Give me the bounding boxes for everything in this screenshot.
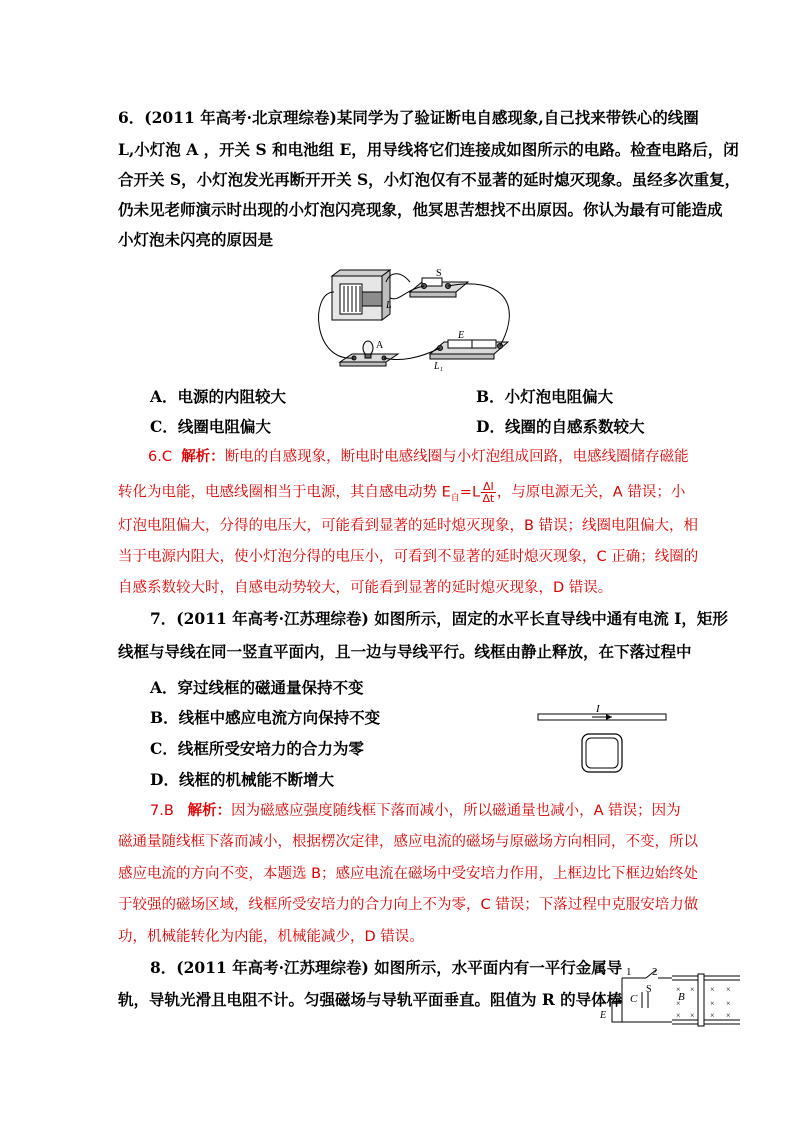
source-label-e: E	[600, 1010, 607, 1021]
q7-option-b[interactable]: B．线框中感应电流方向保持不变	[150, 708, 381, 727]
q6-analysis-line-2	[118, 481, 685, 508]
rectangular-frame-inner	[586, 738, 618, 768]
battery-label-l1: L₁	[434, 361, 444, 372]
q6-option-d[interactable]: D．线圈的自感系数较大	[476, 417, 645, 436]
switch-label-s: S	[646, 984, 652, 995]
svg-text:×: ×	[676, 1011, 681, 1020]
switch-terminal-2: 2	[652, 966, 658, 978]
switch-terminal-1: 1	[626, 966, 632, 978]
q6-analysis-text-2a: 转化为电能，电感线圈相当于电源，其自感电动势 E	[118, 484, 451, 501]
lamp-label-a: A	[376, 340, 384, 351]
q6-analysis-text-1: 断电的自感现象，断电时电感线圈与小灯泡组成回路，电感线圈储存磁能	[224, 449, 689, 465]
q7-option-d[interactable]: D．线框的机械能不断增大	[150, 770, 334, 789]
q6-answer-tag: 6.C	[148, 449, 172, 465]
fraction-denominator: Δt	[482, 492, 495, 505]
q8-rail-circuit-figure	[592, 962, 742, 1032]
q7-line-1: 7．(2011 年高考·江苏理综卷) 如图所示，固定的水平长直导线中通有电流 I，矩形	[150, 609, 728, 628]
lamp-board	[340, 341, 398, 366]
q6-option-a[interactable]: A．电源的内阻较大	[150, 387, 287, 406]
battery-label-e: E	[458, 330, 465, 341]
q7-analysis-line-2: 磁通量随线框下落而减小，根据楞次定律，感应电流的磁场与原磁场方向相同，不变，所以	[118, 834, 698, 850]
rectangular-frame-outer	[582, 734, 622, 772]
q6-analysis-fraction	[481, 481, 496, 504]
q7-analysis-line-3: 感应电流的方向不变，本题选 B；感应电流在磁场中受安培力作用，上框边比下框边始终处	[118, 866, 699, 882]
q7-wire-frame-figure	[536, 700, 670, 776]
svg-text:×: ×	[690, 985, 695, 994]
svg-text:×: ×	[710, 999, 715, 1008]
coil-label-l: L	[386, 300, 392, 311]
q6-circuit-figure	[300, 262, 530, 380]
current-label-i: I	[596, 703, 600, 715]
svg-text:×: ×	[726, 999, 731, 1008]
capacitor-label-c: C	[630, 993, 638, 1005]
q6-line-1: 6．(2011 年高考·北京理综卷)某同学为了验证断电自感现象,自己找来带铁心的线圈	[118, 108, 699, 127]
q6-analysis-line-1	[148, 447, 689, 467]
switch-label-s: S	[436, 268, 442, 279]
q8-line-1: 8．(2011 年高考·江苏理综卷) 如图所示，水平面内有一平行金属导	[150, 958, 623, 977]
q6-line-4: 仍未见老师演示时出现的小灯泡闪亮现象，他冥思苦想找不出原因。你认为最有可能造成	[118, 200, 723, 219]
q6-analysis-sub: 自	[450, 493, 460, 504]
q7-option-c[interactable]: C．线框所受安培力的合力为零	[150, 739, 364, 758]
q7-line-2: 线框与导线在同一竖直平面内，且一边与导线平行。线框由静止释放，在下落过程中	[118, 642, 692, 661]
q6-analysis-text-2b: ，与原电源无关，A 错误；小	[496, 484, 686, 501]
svg-text:×: ×	[710, 985, 715, 994]
q6-analysis-line-3: 灯泡电阻偏大，分得的电压大，可能看到显著的延时熄灭现象，B 错误；线圈电阻偏大，相	[118, 518, 699, 534]
q6-option-b[interactable]: B．小灯泡电阻偏大	[476, 387, 614, 406]
q7-analysis-line-5: 功，机械能转化为内能，机械能减少，D 错误。	[118, 929, 424, 945]
q7-analysis-text-1: 因为磁感应强度随线框下落而减小，所以磁通量也减小，A 错误；因为	[231, 803, 681, 819]
q7-option-a[interactable]: A．穿过线框的磁通量保持不变	[150, 678, 364, 697]
q6-line-3: 合开关 S，小灯泡发光再断开开关 S，小灯泡仅有不显著的延时熄灭现象。虽经多次重复，	[118, 170, 741, 189]
q6-option-c[interactable]: C．线圈电阻偏大	[150, 417, 271, 436]
q6-analysis-line-4: 当于电源内阻大，使小灯泡分得的电压小，可看到不显著的延时熄灭现象，C 正确；线圈的	[118, 549, 699, 565]
q7-analysis-label: 解析：	[187, 803, 232, 819]
q7-analysis-line-1	[150, 801, 681, 821]
field-label-b: B	[678, 991, 685, 1003]
q6-line-5: 小灯泡未闪亮的原因是	[118, 230, 274, 249]
svg-text:×: ×	[690, 1011, 695, 1020]
fraction-numerator: ΔI	[483, 480, 494, 493]
q6-analysis-line-5: 自感系数较大时，自感电动势较大，可能看到显著的延时熄灭现象，D 错误。	[118, 580, 613, 596]
battery-board	[430, 340, 508, 359]
q8-line-2: 轨，导轨光滑且电阻不计。匀强磁场与导轨平面垂直。阻值为 R 的导体棒	[118, 990, 623, 1009]
q7-answer-tag: 7.B	[150, 803, 174, 819]
q7-analysis-line-4: 于较强的磁场区域，线框所受安培力的合力向上不为零，C 错误；下落过程中克服安培力做	[118, 897, 699, 913]
svg-text:×: ×	[726, 985, 731, 994]
svg-text:×: ×	[676, 999, 681, 1008]
svg-text:×: ×	[726, 1011, 731, 1020]
svg-text:×: ×	[710, 1011, 715, 1020]
svg-text:×: ×	[676, 985, 681, 994]
q6-analysis-label: 解析：	[181, 449, 225, 465]
q6-analysis-eq: =L	[459, 484, 481, 501]
iron-core-coil	[332, 270, 390, 320]
q6-line-2: L,小灯泡 A ，开关 S 和电池组 E，用导线将它们连接成如图所示的电路。检查电路后，闭	[118, 140, 739, 159]
